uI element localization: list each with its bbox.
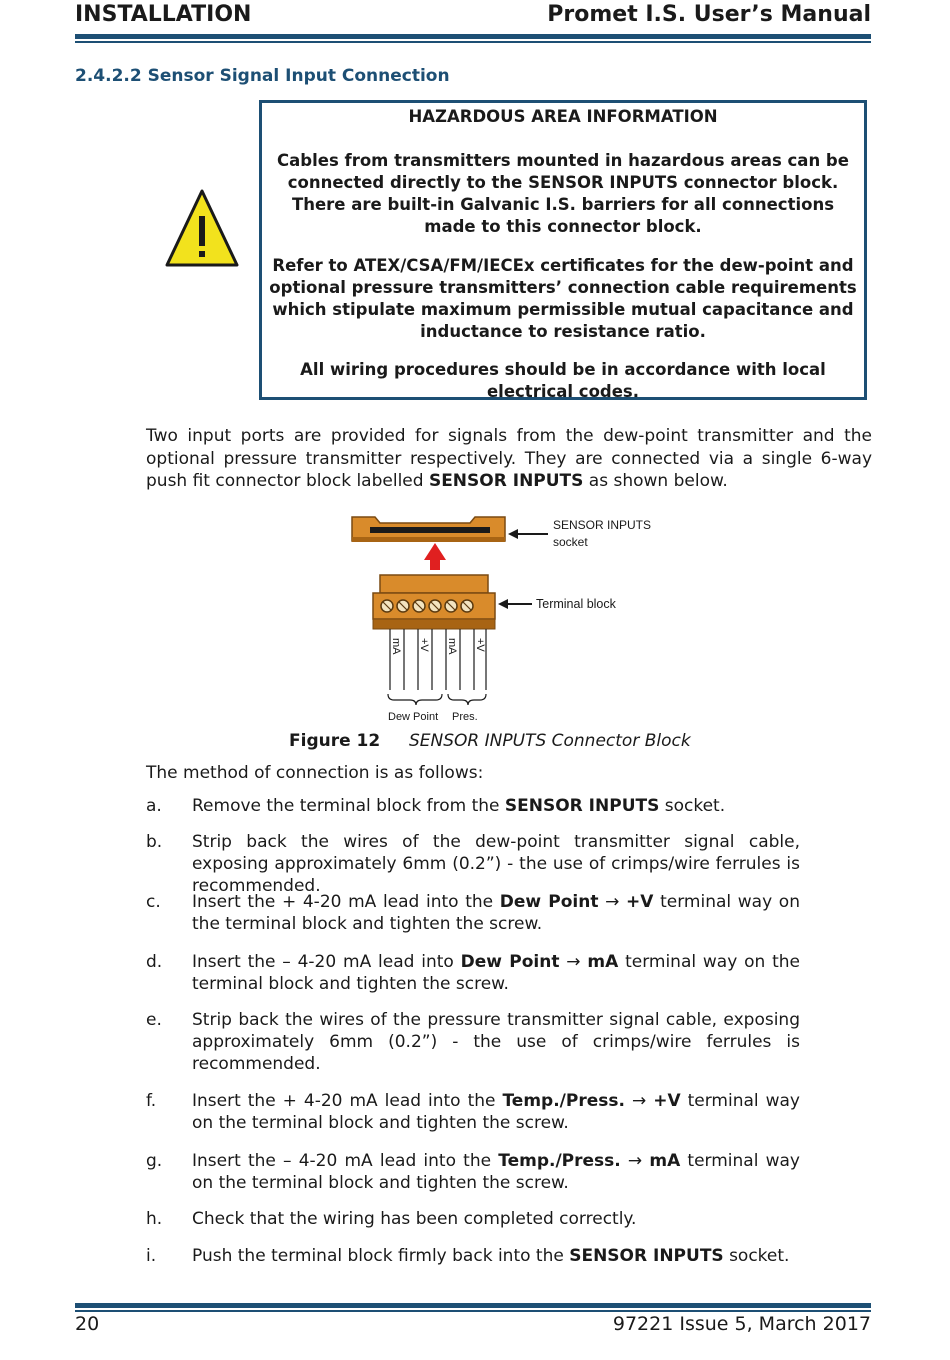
step-b2: +V <box>653 1091 681 1111</box>
step-pre: Insert the + 4-20 mA lead into the <box>192 1091 503 1111</box>
step-post: terminal way on the terminal block and tighten the screw. <box>192 892 800 934</box>
step-mid: → <box>624 1091 654 1111</box>
sensor-inputs-socket <box>352 517 505 542</box>
step-text <box>192 1090 800 1134</box>
step-pre: Push the terminal block firmly back into the <box>192 1246 570 1266</box>
header-rule <box>75 34 871 39</box>
step-text <box>192 1150 800 1194</box>
step-b1: Temp./Press. <box>498 1151 621 1171</box>
wire-label-4: +V <box>474 638 486 652</box>
wire-label-2: +V <box>418 638 430 652</box>
figure-caption <box>289 731 691 751</box>
terminal-block-label: Terminal block <box>536 597 616 611</box>
step-post: terminal way on the terminal block and tighten the screw. <box>192 952 800 994</box>
step-pre: Remove the terminal block from the <box>192 796 505 816</box>
step-pre: Strip back the wires of the dew-point transmitter signal cable, exposing approximately 6mm (0.2”) - the use of crimps/wire ferrules is recommended. <box>192 832 800 896</box>
step-b1: SENSOR INPUTS <box>569 1246 724 1266</box>
intro-paragraph <box>146 425 872 493</box>
socket-pointer-arrow <box>508 529 548 539</box>
socket-label-line1: SENSOR INPUTS <box>553 518 652 532</box>
insert-arrow <box>424 543 446 570</box>
step-letter: d. <box>146 952 163 972</box>
socket-label-line2: socket <box>553 535 588 549</box>
step-pre: Insert the – 4-20 mA lead into <box>192 952 461 972</box>
method-intro: The method of connection is as follows: <box>146 763 484 783</box>
step-pre: Insert the + 4-20 mA lead into the <box>192 892 500 912</box>
step-letter: h. <box>146 1209 163 1229</box>
intro-tail: as shown below. <box>583 471 728 491</box>
step-b2: mA <box>587 952 619 972</box>
figure-number: Figure 12 <box>289 731 381 751</box>
step-b1: Dew Point <box>499 892 599 912</box>
wires <box>390 629 486 690</box>
header-section: INSTALLATION <box>75 2 252 27</box>
intro-text: Two input ports are provided for signals from the dew-point transmitter and the optional pressure transmitter respectively. They are connected via a single 6-way push fit connector block labelled <box>146 426 872 491</box>
page-number: 20 <box>75 1313 100 1335</box>
section-title: 2.4.2.2 Sensor Signal Input Connection <box>75 66 450 86</box>
step-pre: Check that the wiring has been completed correctly. <box>192 1209 637 1229</box>
step-letter: e. <box>146 1010 162 1030</box>
step-text <box>192 831 800 897</box>
footer-rule <box>75 1303 871 1308</box>
step-pre: Strip back the wires of the pressure transmitter signal cable, exposing approximately 6mm (0.2”) - the use of crimps/wire ferrules is recommended. <box>192 1010 800 1074</box>
step-post: socket. <box>659 796 726 816</box>
hazard-info-box <box>259 100 867 400</box>
header-rule-thin <box>75 41 871 43</box>
hazard-paragraph-3: All wiring procedures should be in accordance with local electrical codes. <box>300 360 826 401</box>
step-text <box>192 1245 800 1267</box>
step-mid: → <box>559 952 588 972</box>
step-letter: i. <box>146 1246 157 1266</box>
warning-icon <box>165 188 239 268</box>
footer-rule-thin <box>75 1310 871 1312</box>
hazard-title: HAZARDOUS AREA INFORMATION <box>408 107 718 126</box>
step-mid: → <box>620 1151 650 1171</box>
step-b1: Temp./Press. <box>502 1091 625 1111</box>
intro-bold: SENSOR INPUTS <box>428 471 584 491</box>
step-mid: → <box>598 892 627 912</box>
group-braces <box>388 694 486 705</box>
group-label-dew-point: Dew Point <box>388 711 439 723</box>
wire-label-3: mA <box>446 638 458 655</box>
step-letter: g. <box>146 1151 163 1171</box>
step-b1: Dew Point <box>460 952 560 972</box>
terminal-pointer-arrow <box>498 599 532 609</box>
hazard-paragraph-1: Cables from transmitters mounted in hazardous areas can be connected directly to the SENSOR INPUTS connector block. There are built-in Galvanic I.S. barriers for all connections made to this connector block. <box>277 151 849 236</box>
step-letter: a. <box>146 796 162 816</box>
step-text <box>192 951 800 995</box>
step-b2: +V <box>626 892 654 912</box>
step-text <box>192 891 800 935</box>
step-text <box>192 1208 800 1230</box>
step-text <box>192 1009 800 1075</box>
header-manual-title: Promet I.S. User’s Manual <box>547 2 871 27</box>
issue-info: 97221 Issue 5, March 2017 <box>612 1313 871 1335</box>
step-b1: SENSOR INPUTS <box>504 796 660 816</box>
connector-block-figure <box>340 505 670 725</box>
figure-caption-text: SENSOR INPUTS Connector Block <box>409 731 691 751</box>
group-label-pres: Pres. <box>452 711 478 723</box>
step-pre: Insert the – 4-20 mA lead into the <box>192 1151 499 1171</box>
step-post: terminal way on the terminal block and tighten the screw. <box>192 1151 800 1193</box>
step-letter: f. <box>146 1091 157 1111</box>
step-letter: b. <box>146 832 163 852</box>
step-letter: c. <box>146 892 161 912</box>
step-text <box>192 795 800 817</box>
step-b2: mA <box>649 1151 681 1171</box>
step-post: terminal way on the terminal block and tighten the screw. <box>192 1091 800 1133</box>
wire-label-1: mA <box>390 638 402 655</box>
hazard-paragraph-2: Refer to ATEX/CSA/FM/IECEx certificates for the dew-point and optional pressure transmitters’ connection cable requirements which stipulate maximum permissible mutual capacitance and inductance to resistance ratio. <box>269 256 857 341</box>
step-post: socket. <box>723 1246 790 1266</box>
